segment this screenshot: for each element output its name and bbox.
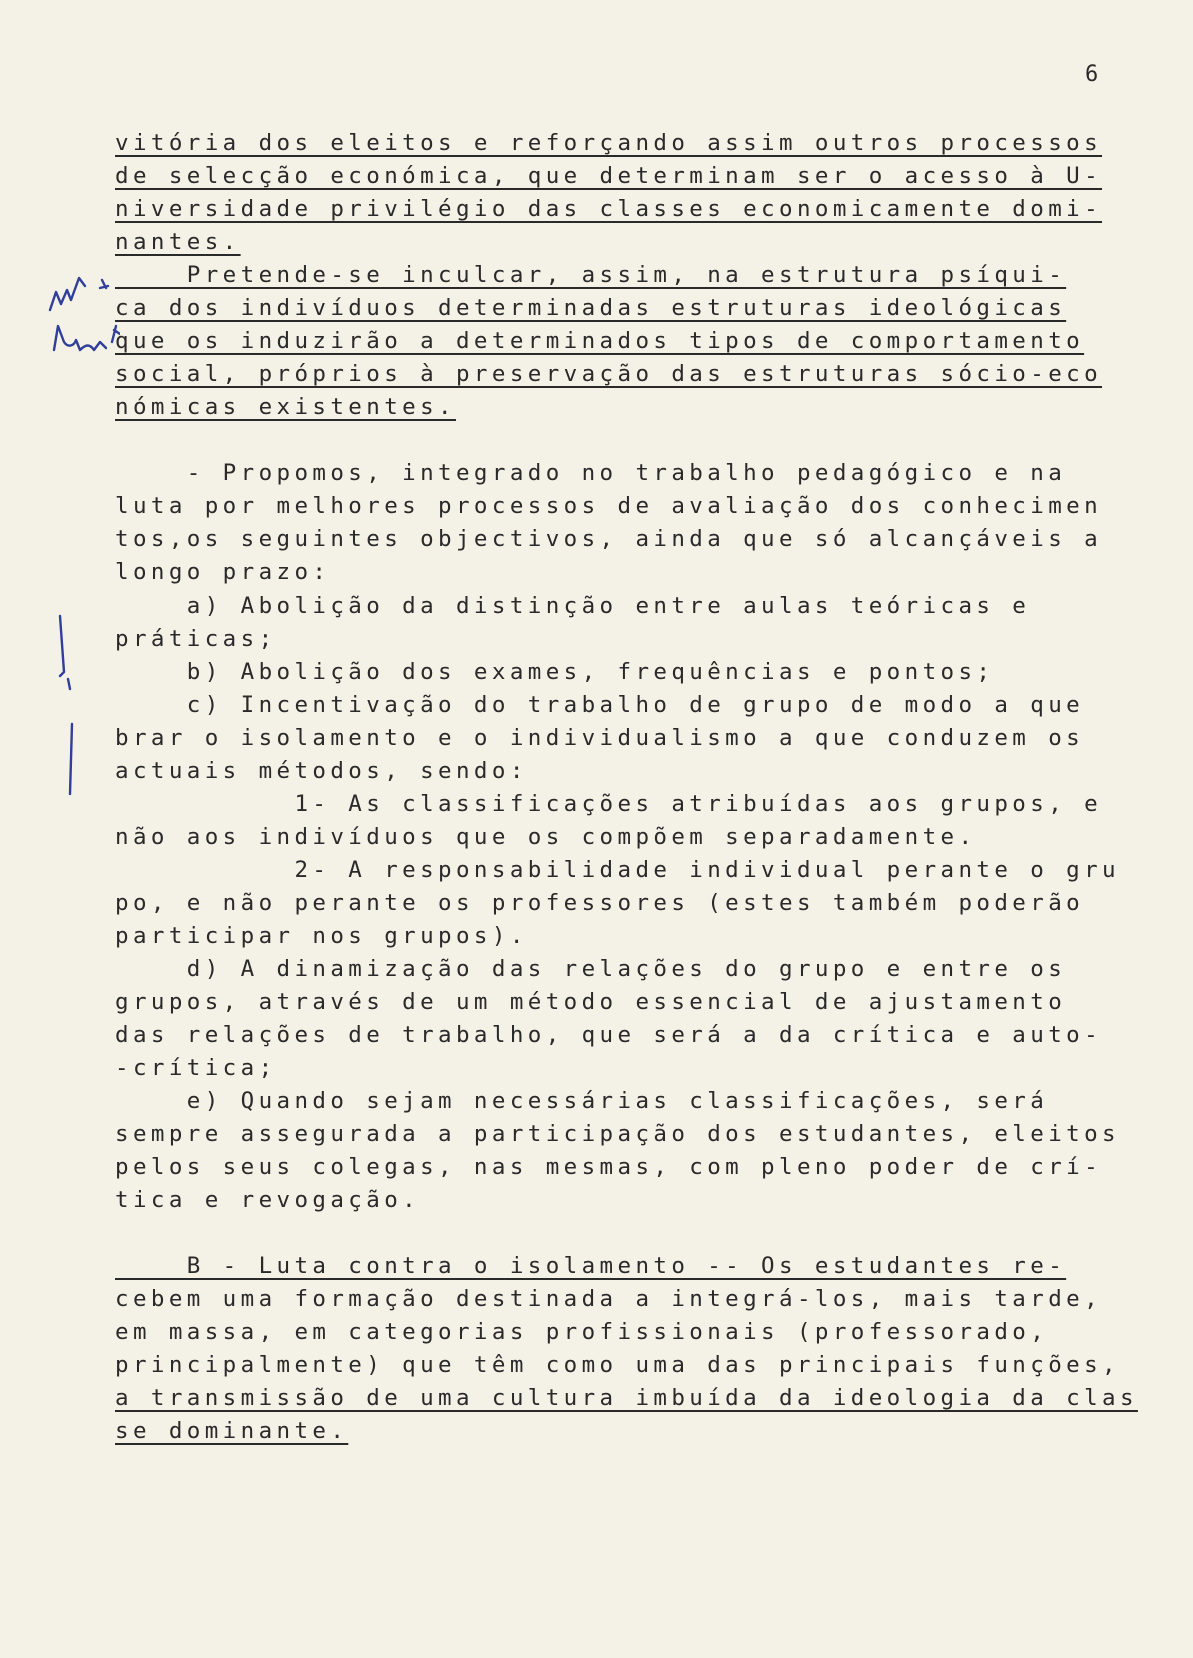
text-line: e) Quando sejam necessárias classificações, será: [115, 1088, 1049, 1114]
text-line: 2- A responsabilidade individual perante o gru: [115, 857, 1120, 883]
text-line: tica e revogação.: [115, 1187, 421, 1213]
text-line: 1- As classificações atribuídas aos grupos, e: [115, 791, 1103, 817]
text-line: longo prazo:: [115, 559, 331, 585]
text-line: práticas;: [115, 626, 277, 652]
text-line: ca dos indivíduos determinadas estruturas ideológicas: [115, 295, 1067, 321]
text-line: Pretende-se inculcar, assim, na estrutura psíqui-: [115, 262, 1067, 288]
text-line: principalmente) que têm como uma das principais funções,: [115, 1352, 1120, 1378]
text-line: cebem uma formação destinada a integrá-los, mais tarde,: [115, 1286, 1103, 1312]
text-line: c) Incentivação do trabalho de grupo de modo a que: [115, 692, 1085, 718]
text-line: brar o isolamento e o individualismo a que conduzem os: [115, 725, 1085, 751]
margin-bar-mark-3: [62, 720, 78, 800]
text-line: nantes.: [115, 229, 241, 255]
text-line: d) A dinamização das relações do grupo e entre os: [115, 956, 1067, 982]
text-line: -crítica;: [115, 1055, 277, 1081]
text-line: a) Abolição da distinção entre aulas teóricas e: [115, 593, 1031, 619]
text-line: actuais métodos, sendo:: [115, 758, 528, 784]
text-line: tos,os seguintes objectivos, ainda que só alcançáveis a: [115, 526, 1103, 552]
page-number: 6: [1085, 62, 1099, 87]
text-line: se dominante.: [115, 1418, 349, 1444]
text-line: vitória dos eleitos e reforçando assim outros processos: [115, 130, 1103, 156]
text-line: das relações de trabalho, que será a da crítica e auto-: [115, 1022, 1103, 1048]
text-line: pelos seus colegas, nas mesmas, com pleno poder de crí-: [115, 1154, 1103, 1180]
text-line: social, próprios à preservação das estruturas sócio-eco: [115, 361, 1103, 387]
text-line: B - Luta contra o isolamento -- Os estudantes re-: [115, 1253, 1067, 1279]
text-line: - Propomos, integrado no trabalho pedagógico e na: [115, 460, 1067, 486]
margin-bar-mark-1: [52, 612, 72, 682]
text-line: participar nos grupos).: [115, 923, 528, 949]
text-line: luta por melhores processos de avaliação dos conhecimen: [115, 493, 1103, 519]
text-line: nómicas existentes.: [115, 394, 456, 420]
text-line: po, e não perante os professores (estes também poderão: [115, 890, 1085, 916]
text-line: sempre assegurada a participação dos estudantes, eleitos: [115, 1121, 1120, 1147]
text-line: grupos, através de um método essencial de ajustamento: [115, 989, 1067, 1015]
text-line: não aos indivíduos que os compõem separadamente.: [115, 824, 977, 850]
text-line: niversidade privilégio das classes economicamente domi-: [115, 196, 1103, 222]
text-line: b) Abolição dos exames, frequências e pontos;: [115, 659, 995, 685]
text-line: de selecção económica, que determinam ser o acesso à U-: [115, 163, 1103, 189]
margin-bar-mark-2: [62, 675, 76, 695]
text-line: em massa, em categorias profissionais (professorado,: [115, 1319, 1049, 1345]
text-line: a transmissão de uma cultura imbuída da ideologia da clas: [115, 1385, 1138, 1411]
text-line: que os induzirão a determinados tipos de comportamento: [115, 328, 1085, 354]
handwritten-margin-note: [40, 258, 120, 378]
